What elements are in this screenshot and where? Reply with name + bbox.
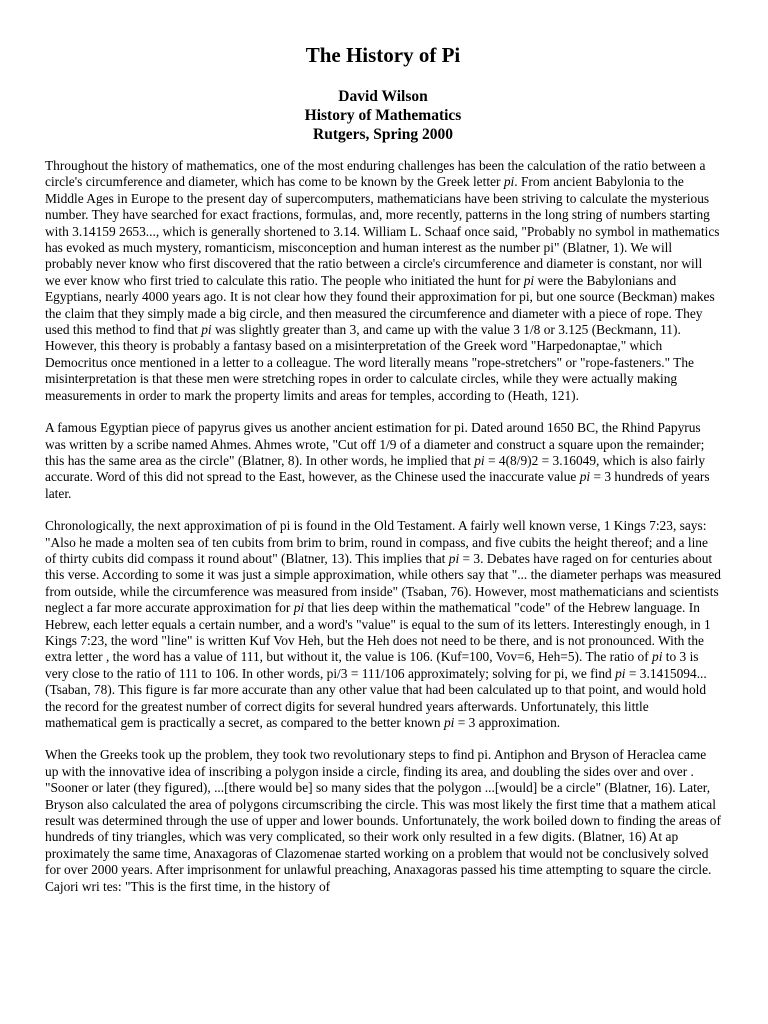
author-name: David Wilson xyxy=(338,88,428,105)
text-run: = 3.1415094... (Tsaban, 78). This figure is far more accurate than any other value that had been calculated up to that point, and would hold the record for the greatest number of correct digits for several hundred years afterwards. Unfortunately, this little mathematical gem is practically a secret, as compared to the better known xyxy=(45,665,707,730)
italic-term: pi xyxy=(293,600,305,616)
text-run: = 4(8/9)2 = 3.16049, which is also fairly accurate. Word of this did not spread to the East, however, as the Chinese used the inaccurate value xyxy=(45,452,706,485)
italic-term: pi xyxy=(474,452,485,468)
text-run: were the Babylonians and Egyptians, nearly 4000 years ago. It is not clear how they found their approximation for pi, but one source (Beckman) makes the claim that they simply made a big circle, and then measured the circumference and diameter with a piece of rope. They used this method to find that xyxy=(45,272,715,338)
text-run: . From ancient Babylonia to the Middle Ages in Europe to the present day of supercomputers, mathematicians have been striving to calculate the mysterious number. They have searched for exact fractions, formulas, and, more recently, patterns in the long string of numbers starting with 3.14159 2653..., which is generally shortened to 3.14. William L. Schaaf once said, "Probably no symbol in mathematics has evoked as much mystery, romanticism, misconception and human interest as the number pi" (Blatner, 1). We will probably never know who first discovered that the ratio between a circle's circumference and diameter is constant, nor will we ever know who first tried to calculate this ratio. The people who initiated the hunt for xyxy=(45,174,720,288)
text-run: to 3 is very close to the ratio of 111 to 106. In other words, pi/3 = 111/106 approximately; solving for pi, we find xyxy=(45,649,699,681)
italic-term: pi xyxy=(523,272,535,288)
paragraph xyxy=(45,158,721,404)
text-run: When the Greeks took up the problem, they took two revolutionary steps to find pi. Antiphon and Bryson of Heraclea came up with the innovative idea of inscribing a polygon inside a circle, finding its area, and doubling the sides over and over . "Sooner or later (they figured), ...[there would be] so many sides that the polygon ...[would] be a circle" (Blatner, 16). Later, Bryson also calculated the area of polygons circumscribing the circle. This was most likely the first time that a mathem atical result was determined through the use of upper and lower bounds. Unfortunately, the work boiled down to finding the areas of hundreds of tiny triangles, which was very complicated, so their work only resulted in a few digits. (Blatner, 16) At ap proximately the same time, Anaxagoras of Clazomenae started working on a problem that would not be conclusively solved for over 2000 years. After imprisonment for unlawful preaching, Anaxagoras passed his time attempting to square the circle. Cajori wri tes: "This is the first time, in the history of xyxy=(45,747,721,894)
italic-term: pi xyxy=(652,649,663,665)
italic-term: pi xyxy=(615,665,626,681)
paragraph xyxy=(45,747,721,895)
italic-term: pi xyxy=(579,469,591,485)
italic-term: pi xyxy=(448,550,460,566)
italic-term: pi xyxy=(201,322,212,338)
term-line: Rutgers, Spring 2000 xyxy=(313,126,453,143)
text-run: A famous Egyptian piece of papyrus gives us another ancient estimation for pi. Dated around 1650 BC, the Rhind Papyrus was written by a scribe named Ahmes. Ahmes wrote, "Cut off 1/9 of a diameter and construct a square upon the remainder; this has the same area as the circle" (Blatner, 8). In other words, he implied that xyxy=(45,420,705,468)
page-title: The History of Pi xyxy=(305,43,461,67)
text-run: = 3 approximation. xyxy=(454,715,561,730)
course-name: History of Mathematics xyxy=(304,107,462,124)
paragraph xyxy=(45,518,721,731)
document-page xyxy=(45,0,721,911)
paragraph xyxy=(45,420,721,502)
text-run: = 3 hundreds of years later. xyxy=(45,469,710,501)
italic-term: pi xyxy=(503,174,515,190)
text-run: that lies deep within the mathematical "code" of the Hebrew language. In Hebrew, each letter equals a certain number, and a word's "value" is equal to the sum of its letters. Interestingly enough, in 1 Kings 7:23, the word "line" is written Kuf Vov Heh, but the Heh does not need to be there, and is not pronounced. With the extra letter , the word has a value of 111, but without it, the value is 106. (Kuf=100, Vov=6, Heh=5). The ratio of xyxy=(45,600,711,665)
text-run: Chronologically, the next approximation of pi is found in the Old Testament. A fairly well known verse, 1 Kings 7:23, says: "Also he made a molten sea of ten cubits from brim to brim, round in compass, and five cubits the height thereof; and a line of thirty cubits did compass it round about" (Blatner, 13). This implies that xyxy=(45,518,708,566)
italic-term: pi xyxy=(443,715,455,730)
text-run: was slightly greater than 3, and came up with the value 3 1/8 or 3.125 (Beckmann, 11). However, this theory is probably a fantasy based on a misinterpretation of the Greek word "Harpedonaptae," which Democritus once mentioned in a letter to a colleague. The word literally means "rope-stretchers" or "rope-fasteners." The misinterpretation is that these men were stretching ropes in order to calculate circles, while they were actually making measurements in order to mark the property limits and areas for temples, according to (Heath, 121). xyxy=(45,322,695,403)
byline xyxy=(45,87,721,144)
text-run: Throughout the history of mathematics, one of the most enduring challenges has been the calculation of the ratio between a circle's circumference and diameter, which has come to be known by the Greek letter xyxy=(45,158,706,190)
text-run: = 3. Debates have raged on for centuries about this verse. According to some it was just a simple approximation, while others say that "... the diameter perhaps was measured from outside, while the circumference was measured from inside" (Tsaban, 76). However, most mathematicians and scientists neglect a far more accurate approximation for xyxy=(45,550,721,616)
article-body xyxy=(45,158,721,895)
